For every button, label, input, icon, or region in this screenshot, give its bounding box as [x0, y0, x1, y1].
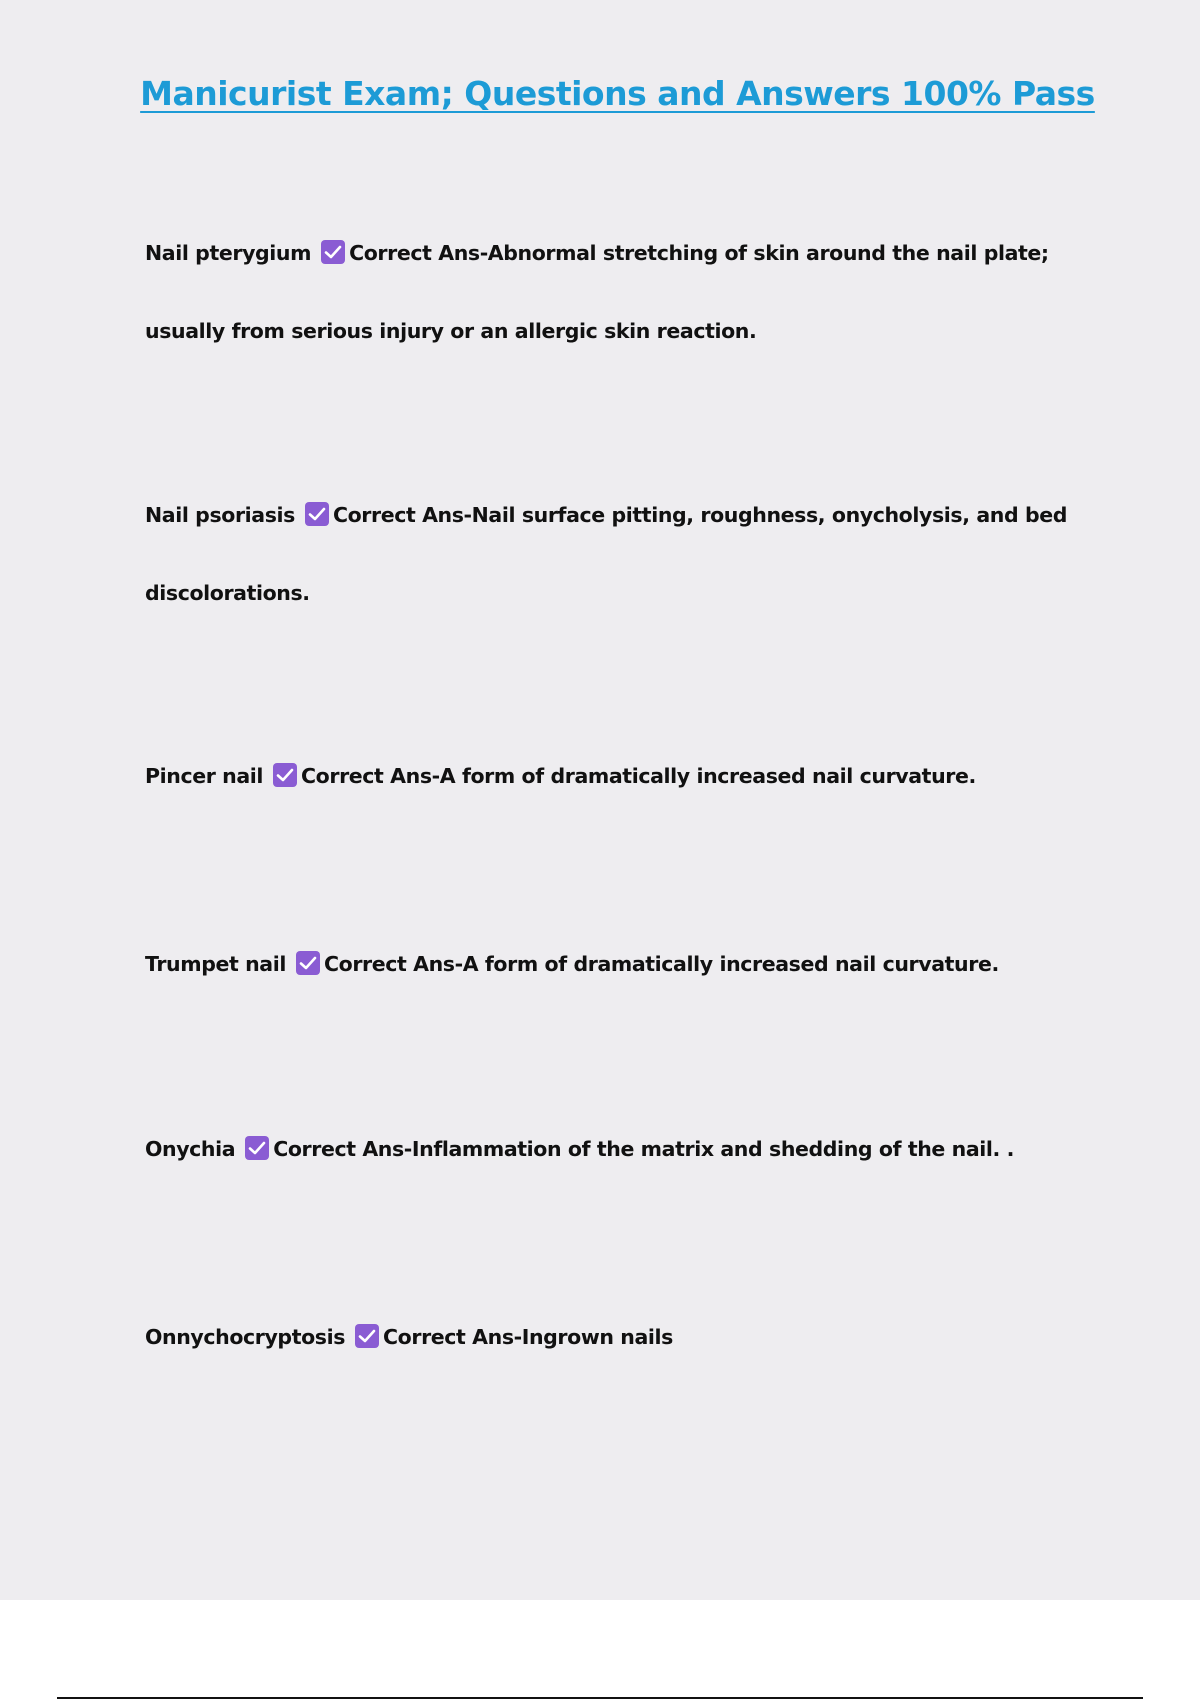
footer-rule [57, 1697, 1143, 1699]
qa-item [145, 1298, 1095, 1376]
qa-answer: Correct Ans-Abnormal stretching of skin around the nail plate; usually from serious injury or an allergic skin reaction. [145, 241, 1049, 343]
qa-answer: Correct Ans-A form of dramatically increased nail curvature. [324, 952, 999, 976]
check-icon [355, 1324, 379, 1348]
qa-item [145, 737, 1095, 815]
qa-term: Onnychocryptosis [145, 1325, 346, 1349]
qa-item [145, 1110, 1095, 1188]
check-icon [321, 240, 345, 264]
qa-term: Nail psoriasis [145, 503, 295, 527]
check-icon [305, 502, 329, 526]
qa-term: Pincer nail [145, 764, 264, 788]
qa-answer: Correct Ans-Nail surface pitting, roughness, onycholysis, and bed discolorations. [145, 503, 1068, 605]
qa-item [145, 925, 1095, 1003]
qa-answer: Correct Ans-Ingrown nails [383, 1325, 673, 1349]
qa-term: Trumpet nail [145, 952, 286, 976]
check-icon [296, 951, 320, 975]
qa-answer: Correct Ans-A form of dramatically increased nail curvature. [301, 764, 976, 788]
qa-term: Onychia [145, 1137, 236, 1161]
check-icon [245, 1136, 269, 1160]
qa-item [145, 476, 1095, 632]
qa-term: Nail pterygium [145, 241, 312, 265]
document-title: Manicurist Exam; Questions and Answers 100% Pass [140, 74, 1095, 113]
qa-item [145, 214, 1095, 370]
qa-answer: Correct Ans-Inflammation of the matrix and shedding of the nail. . [273, 1137, 1015, 1161]
check-icon [273, 763, 297, 787]
